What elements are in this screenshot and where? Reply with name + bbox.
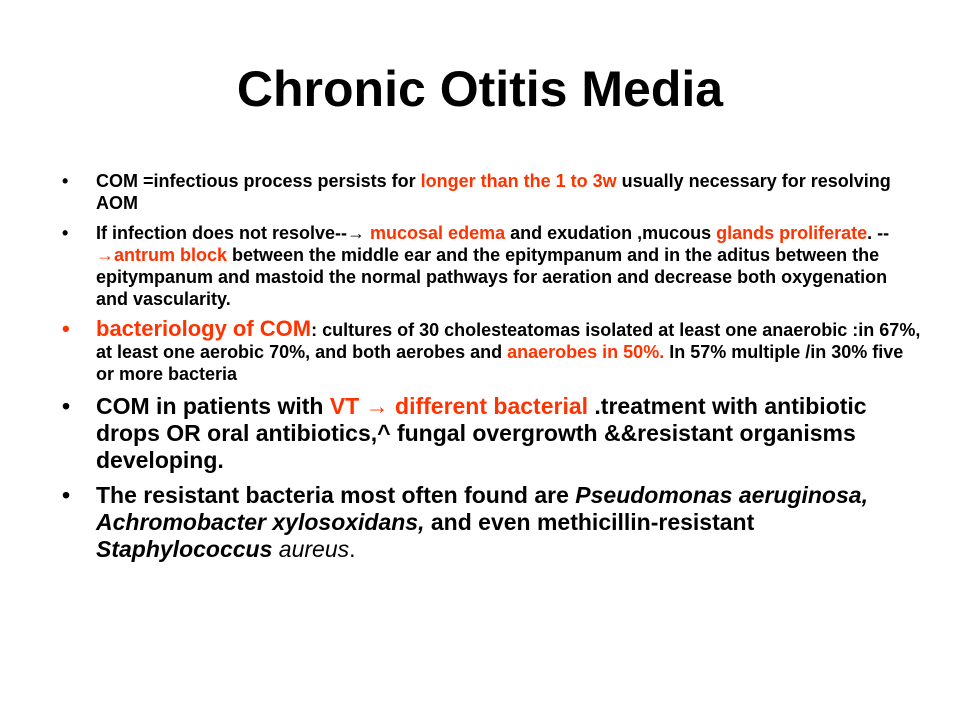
- bullet-pathophysiology: [62, 222, 922, 310]
- arrow-icon: →: [96, 245, 114, 265]
- text-segment: . --: [867, 223, 890, 243]
- text-italic: Pseudomonas aeruginosa, Achromobacter xylosoxidans,: [96, 482, 868, 535]
- text-segment: COM in patients with: [96, 393, 330, 419]
- text-segment: The resistant bacteria most often found are: [96, 482, 576, 508]
- text-italic: aureus: [272, 536, 350, 562]
- bullet-com-definition: [62, 170, 922, 214]
- text-segment: : cultures of 30 cholesteatomas isolated at least one anaerobic :in 67%, at least one aerobic 70%, and both aerobes and: [96, 320, 921, 362]
- bullet-dot-icon: •: [62, 482, 71, 508]
- text-segment: COM =infectious process persists for: [96, 171, 421, 191]
- text-highlight: different bacterial: [388, 393, 589, 419]
- slide-title: Chronic Otitis Media: [236, 61, 724, 117]
- text-segment: and exudation ,mucous: [505, 223, 717, 243]
- text-segment: between the middle ear and the epitympanum and in the aditus between the epitympanum and mastoid the normal pathways for aeration and decrease both oxygenation and vascularity.: [96, 245, 888, 309]
- bullet-dot-icon: •: [62, 223, 69, 243]
- bullet-dot-icon: •: [62, 316, 70, 341]
- text-italic: Staphylococcus: [96, 536, 273, 562]
- bullet-com-with-vt: [62, 393, 922, 474]
- bullet-list: [62, 170, 922, 571]
- bullet-dot-icon: •: [62, 393, 71, 419]
- text-highlight: bacteriology of COM: [96, 316, 312, 341]
- arrow-icon: →: [365, 393, 389, 419]
- bullet-resistant-bacteria: [62, 482, 922, 563]
- text-segment: If infection does not resolve--: [96, 223, 348, 243]
- text-highlight: VT: [329, 393, 366, 419]
- text-highlight: mucosal edema: [365, 223, 506, 243]
- text-segment: usually necessary for resolving AOM: [96, 171, 891, 213]
- text-highlight: longer than the 1 to 3w: [420, 171, 617, 191]
- text-highlight: glands proliferate: [716, 223, 868, 243]
- text-highlight: anaerobes in 50%.: [507, 342, 665, 362]
- text-segment: In 57% multiple /in 30% five or more bacteria: [96, 342, 904, 384]
- text-segment: and even methicillin-resistant: [424, 509, 755, 535]
- text-segment: .: [349, 536, 356, 562]
- bullet-dot-icon: •: [62, 171, 69, 191]
- bullet-bacteriology: [62, 318, 922, 385]
- text-highlight: antrum block: [114, 245, 228, 265]
- arrow-icon: →: [347, 223, 366, 243]
- text-segment: .treatment with antibiotic drops OR oral antibiotics,^ fungal overgrowth &&resistant organisms developing.: [96, 393, 867, 473]
